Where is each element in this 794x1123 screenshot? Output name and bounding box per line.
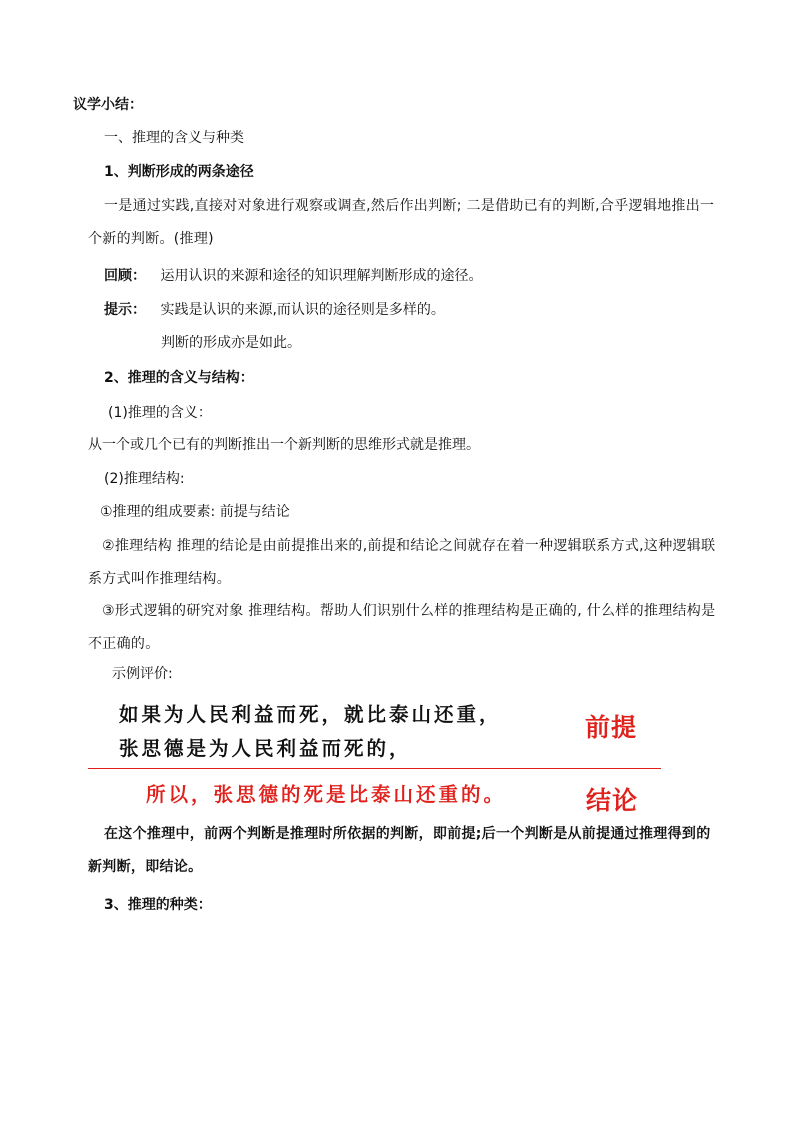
hint-label: 提示： — [104, 302, 146, 318]
structure-item-1: ①推理的组成要素: 前提与结论 — [100, 504, 290, 520]
meaning-label: (1)推理的含义： — [108, 405, 212, 421]
hint-line — [104, 300, 445, 320]
sub-1-title: 1、判断形成的两条途径 — [104, 164, 254, 180]
meaning-text: 从一个或几个已有的判断推出一个新判断的思维形式就是推理。 — [88, 437, 480, 453]
explanation-text: 在这个推理中，前两个判断是推理时所依据的判断，即前提;后一个判断是从前提通过推理得到的新判断，即结论。 — [88, 826, 711, 875]
sub-2-title: 2、推理的含义与结构： — [104, 370, 254, 386]
example-premise-2: 张思德是为人民利益而死的， — [119, 737, 412, 760]
sub-3-title: 3、推理的种类： — [104, 897, 212, 913]
section-1-title: 一、推理的含义与种类 — [104, 130, 244, 146]
example-conclusion: 所以，张思德的死是比泰山还重的。 — [146, 783, 507, 806]
example-premise-1: 如果为人民利益而死，就比泰山还重， — [119, 703, 502, 726]
structure-item-3: ③形式逻辑的研究对象 推理结构。帮助人们识别什么样的推理结构是正确的, 什么样的推理结构是不正确的。 — [88, 603, 716, 652]
hint-text: 实践是认识的来源,而认识的途径则是多样的。 — [160, 302, 445, 318]
sub-1-body: 一是通过实践,直接对对象进行观察或调查,然后作出判断; 二是借助已有的判断,合乎逻辑地推出一个新的判断。(推理) — [88, 198, 715, 247]
example-label: 示例评价: — [112, 666, 173, 682]
structure-label: (2)推理结构: — [104, 471, 185, 487]
summary-title: 议学小结： — [73, 97, 143, 113]
review-label: 回顾： — [104, 268, 146, 284]
hint-text-2: 判断的形成亦是如此。 — [161, 335, 301, 351]
divider-line — [88, 768, 661, 769]
conclusion-tag: 结论 — [586, 786, 639, 815]
review-line — [104, 266, 482, 286]
review-text: 运用认识的来源和途径的知识理解判断形成的途径。 — [160, 268, 483, 284]
premise-tag: 前提 — [585, 713, 638, 742]
structure-item-2: ②推理结构 推理的结论是由前提推出来的,前提和结论之间就存在着一种逻辑联系方式,这种逻辑联系方式叫作推理结构。 — [88, 538, 716, 587]
